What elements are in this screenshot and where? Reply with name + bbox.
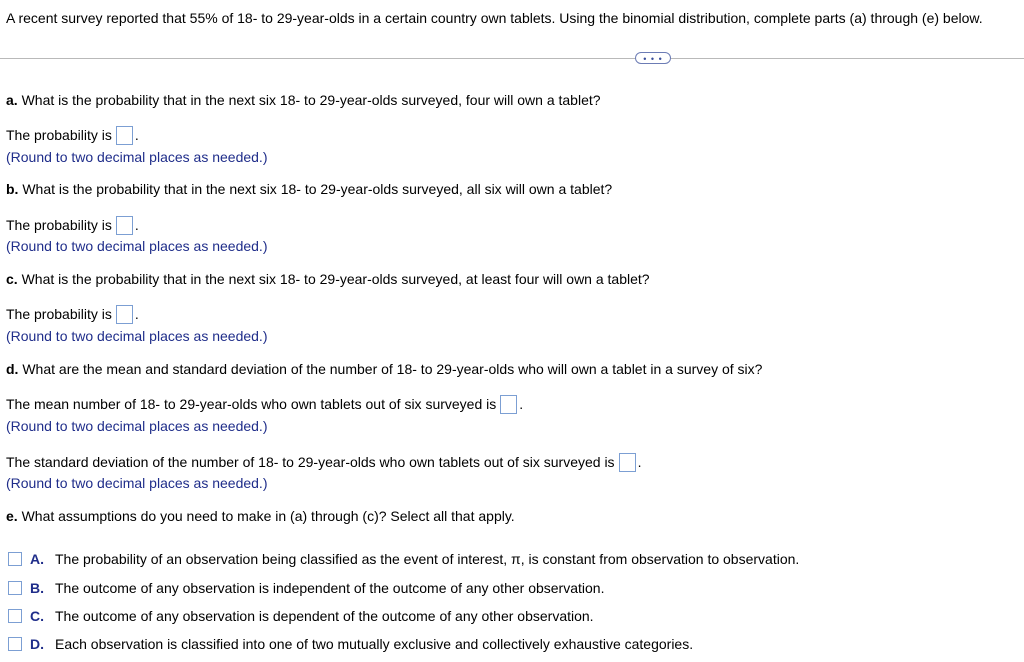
round-hint-d-mean: (Round to two decimal places as needed.) <box>6 418 268 434</box>
question-a <box>6 91 601 109</box>
question-e <box>6 507 515 525</box>
answer-b-input[interactable] <box>116 216 133 235</box>
question-d-text: What are the mean and standard deviation of the number of 18- to 29-year-olds who will own a tablet in a survey of six? <box>22 361 763 377</box>
option-d-checkbox[interactable] <box>8 637 22 651</box>
option-c-text: The outcome of any observation is dependent of the outcome of any other observation. <box>55 608 594 624</box>
answer-d-mean-label: The mean number of 18- to 29-year-olds who own tablets out of six surveyed is <box>6 396 497 412</box>
question-d <box>6 360 762 378</box>
expand-more-button[interactable]: • • • <box>635 52 671 64</box>
round-hint-b: (Round to two decimal places as needed.) <box>6 238 268 254</box>
problem-intro: A recent survey reported that 55% of 18- to 29-year-olds in a certain country own tablets. Using the binomial distribution, complete parts (a) through (e) below. <box>6 10 983 26</box>
option-a[interactable] <box>8 550 799 568</box>
question-e-text: What assumptions do you need to make in (a) through (c)? Select all that apply. <box>21 508 515 524</box>
answer-b-label: The probability is <box>6 217 112 233</box>
option-a-text: The probability of an observation being classified as the event of interest, π, is constant from observation to observation. <box>55 551 800 567</box>
option-b-checkbox[interactable] <box>8 581 22 595</box>
answer-b-row: The probability is . <box>6 217 139 233</box>
question-c <box>6 270 650 288</box>
option-c[interactable] <box>8 607 594 625</box>
answer-c-row: The probability is . <box>6 306 139 322</box>
answer-c-label: The probability is <box>6 306 112 322</box>
option-c-letter: C. <box>30 608 44 624</box>
question-b-text: What is the probability that in the next six 18- to 29-year-olds surveyed, all six will own a tablet? <box>22 181 613 197</box>
question-a-letter: a. <box>6 92 18 108</box>
question-b <box>6 180 612 198</box>
divider <box>0 58 1024 59</box>
answer-d-mean-row: The mean number of 18- to 29-year-olds who own tablets out of six surveyed is . <box>6 396 524 412</box>
option-a-letter: A. <box>30 551 44 567</box>
option-b-letter: B. <box>30 580 44 596</box>
answer-a-label: The probability is <box>6 127 112 143</box>
option-b-text: The outcome of any observation is independent of the outcome of any other observation. <box>55 580 605 596</box>
question-e-letter: e. <box>6 508 18 524</box>
question-c-letter: c. <box>6 271 18 287</box>
option-d-text: Each observation is classified into one of two mutually exclusive and collectively exhaustive categories. <box>55 636 694 652</box>
round-hint-c: (Round to two decimal places as needed.) <box>6 328 268 344</box>
answer-a-input[interactable] <box>116 126 133 145</box>
question-a-text: What is the probability that in the next six 18- to 29-year-olds surveyed, four will own a tablet? <box>21 92 601 108</box>
answer-a-row: The probability is . <box>6 127 139 143</box>
option-d-letter: D. <box>30 636 44 652</box>
option-c-checkbox[interactable] <box>8 609 22 623</box>
answer-d-sd-label: The standard deviation of the number of 18- to 29-year-olds who own tablets out of six surveyed is <box>6 454 615 470</box>
round-hint-d-sd: (Round to two decimal places as needed.) <box>6 475 268 491</box>
question-b-letter: b. <box>6 181 19 197</box>
answer-d-sd-input[interactable] <box>619 453 636 472</box>
question-d-letter: d. <box>6 361 19 377</box>
answer-d-sd-row: The standard deviation of the number of 18- to 29-year-olds who own tablets out of six surveyed is . <box>6 454 642 470</box>
option-d[interactable] <box>8 635 693 653</box>
option-a-checkbox[interactable] <box>8 552 22 566</box>
option-b[interactable] <box>8 579 604 597</box>
question-c-text: What is the probability that in the next six 18- to 29-year-olds surveyed, at least four will own a tablet? <box>21 271 650 287</box>
answer-c-input[interactable] <box>116 305 133 324</box>
round-hint-a: (Round to two decimal places as needed.) <box>6 149 268 165</box>
answer-d-mean-input[interactable] <box>500 395 517 414</box>
